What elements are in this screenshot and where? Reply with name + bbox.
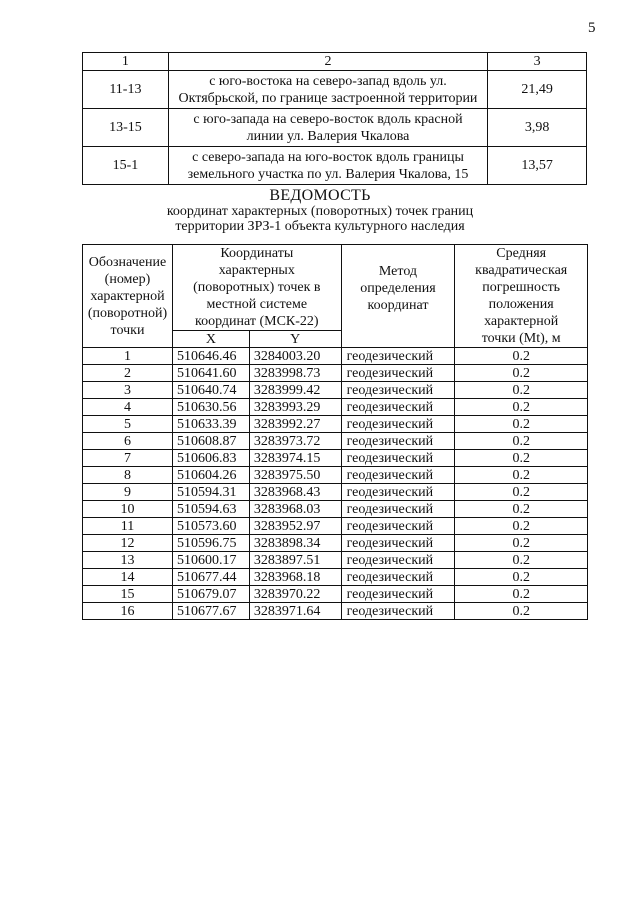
table-row — [83, 433, 588, 450]
method-value: геодезический — [341, 365, 455, 382]
segment-id: 11-13 — [83, 71, 169, 109]
method-value: геодезический — [341, 348, 455, 365]
table-row — [83, 518, 588, 535]
coord-y: 3283973.72 — [249, 433, 341, 450]
coord-x: 510630.56 — [172, 399, 249, 416]
accuracy-value: 0.2 — [455, 382, 588, 399]
accuracy-value: 0.2 — [455, 450, 588, 467]
coord-y: 3283975.50 — [249, 467, 341, 484]
point-number: 16 — [83, 603, 173, 620]
header-point-designation — [83, 245, 173, 348]
method-value: геодезический — [341, 399, 455, 416]
coord-y: 3283993.29 — [249, 399, 341, 416]
coord-y: 3283970.22 — [249, 586, 341, 603]
header-method — [341, 245, 455, 348]
description-line: с юго-востока на северо-запад вдоль ул. — [209, 73, 447, 89]
point-number: 12 — [83, 535, 173, 552]
method-value: геодезический — [341, 501, 455, 518]
table-header-row — [83, 53, 587, 71]
segment-length: 21,49 — [488, 71, 587, 109]
table-row — [83, 109, 587, 147]
method-value: геодезический — [341, 484, 455, 501]
description-line: линии ул. Валерия Чкалова — [246, 128, 410, 144]
description-line: с юго-запада на северо-восток вдоль красной — [193, 111, 463, 127]
segment-description — [168, 109, 487, 147]
header-line: Метод — [378, 264, 418, 279]
description-line: Октябрьской, по границе застроенной территории — [178, 90, 478, 106]
table-row — [83, 416, 588, 433]
method-value: геодезический — [341, 535, 455, 552]
point-number: 13 — [83, 552, 173, 569]
boundary-segments-table — [82, 52, 587, 185]
header-line: (номер) — [104, 271, 151, 287]
coord-y: 3283897.51 — [249, 552, 341, 569]
point-number: 4 — [83, 399, 173, 416]
coord-x: 510677.67 — [172, 603, 249, 620]
header-accuracy — [455, 245, 588, 348]
method-value: геодезический — [341, 518, 455, 535]
table-row — [83, 450, 588, 467]
method-value: геодезический — [341, 586, 455, 603]
header-line: местной системе — [206, 297, 308, 312]
header-line: точки (Mt), м — [481, 331, 561, 346]
header-x: X — [172, 331, 249, 348]
coord-y: 3283952.97 — [249, 518, 341, 535]
accuracy-value: 0.2 — [455, 433, 588, 450]
coord-x: 510677.44 — [172, 569, 249, 586]
header-line: характерных — [218, 263, 295, 278]
coord-x: 510600.17 — [172, 552, 249, 569]
point-number: 9 — [83, 484, 173, 501]
accuracy-value: 0.2 — [455, 586, 588, 603]
table-row — [83, 467, 588, 484]
point-number: 8 — [83, 467, 173, 484]
coord-x: 510633.39 — [172, 416, 249, 433]
coord-x: 510573.60 — [172, 518, 249, 535]
table-row — [83, 348, 588, 365]
point-number: 15 — [83, 586, 173, 603]
accuracy-value: 0.2 — [455, 569, 588, 586]
method-value: геодезический — [341, 569, 455, 586]
table-row — [83, 535, 588, 552]
point-number: 11 — [83, 518, 173, 535]
header-line: определения — [360, 281, 436, 296]
accuracy-value: 0.2 — [455, 552, 588, 569]
table-row — [83, 501, 588, 518]
accuracy-value: 0.2 — [455, 501, 588, 518]
header-line: Средняя — [496, 246, 547, 261]
segment-length: 3,98 — [488, 109, 587, 147]
point-number: 1 — [83, 348, 173, 365]
header-line: координат (МСК-22) — [194, 314, 319, 329]
point-number: 7 — [83, 450, 173, 467]
accuracy-value: 0.2 — [455, 603, 588, 620]
page-number: 5 — [588, 20, 596, 36]
coord-x: 510640.74 — [172, 382, 249, 399]
accuracy-value: 0.2 — [455, 484, 588, 501]
accuracy-value: 0.2 — [455, 535, 588, 552]
coord-y: 3283968.03 — [249, 501, 341, 518]
table-row — [83, 552, 588, 569]
header-y: Y — [249, 331, 341, 348]
header-line: (поворотных) точек в — [193, 280, 321, 295]
accuracy-value: 0.2 — [455, 518, 588, 535]
coord-y: 3283968.18 — [249, 569, 341, 586]
coord-x: 510646.46 — [172, 348, 249, 365]
method-value: геодезический — [341, 603, 455, 620]
table-row — [83, 71, 587, 109]
table-header-row — [83, 245, 588, 331]
method-value: геодезический — [341, 433, 455, 450]
table-row — [83, 586, 588, 603]
method-value: геодезический — [341, 467, 455, 484]
description-line: земельного участка по ул. Валерия Чкалова, 15 — [187, 166, 469, 182]
header-cell: 3 — [488, 53, 587, 71]
header-cell: 2 — [168, 53, 487, 71]
header-line: квадратическая — [475, 263, 568, 278]
segment-length: 13,57 — [488, 147, 587, 185]
coord-x: 510604.26 — [172, 467, 249, 484]
point-number: 2 — [83, 365, 173, 382]
header-line: точки — [110, 322, 145, 338]
coord-x: 510594.31 — [172, 484, 249, 501]
accuracy-value: 0.2 — [455, 416, 588, 433]
segment-id: 15-1 — [83, 147, 169, 185]
table-row — [83, 569, 588, 586]
coord-x: 510679.07 — [172, 586, 249, 603]
description-line: с северо-запада на юго-восток вдоль границы — [192, 149, 464, 165]
table-row — [83, 484, 588, 501]
document-title: ВЕДОМОСТЬ — [269, 187, 371, 204]
coord-y: 3283992.27 — [249, 416, 341, 433]
coord-y: 3283898.34 — [249, 535, 341, 552]
coord-y: 3283971.64 — [249, 603, 341, 620]
header-line: координат — [367, 298, 429, 313]
point-number: 14 — [83, 569, 173, 586]
subtitle-line: территории ЗРЗ-1 объекта культурного наследия — [175, 219, 465, 234]
coord-y: 3283998.73 — [249, 365, 341, 382]
point-number: 10 — [83, 501, 173, 518]
header-line: положения — [488, 297, 554, 312]
accuracy-value: 0.2 — [455, 365, 588, 382]
coord-x: 510608.87 — [172, 433, 249, 450]
header-line: Обозначение — [88, 254, 167, 270]
method-value: геодезический — [341, 382, 455, 399]
accuracy-value: 0.2 — [455, 467, 588, 484]
subtitle-line: координат характерных (поворотных) точек границ — [166, 204, 474, 219]
coord-x: 510594.63 — [172, 501, 249, 518]
point-number: 3 — [83, 382, 173, 399]
coord-y: 3283968.43 — [249, 484, 341, 501]
header-line: Координаты — [220, 246, 294, 261]
coordinates-table-body — [83, 348, 588, 620]
segment-description — [168, 147, 487, 185]
coord-x: 510596.75 — [172, 535, 249, 552]
table-row — [83, 603, 588, 620]
header-cell: 1 — [83, 53, 169, 71]
table-row — [83, 399, 588, 416]
header-line: характерной — [484, 314, 559, 329]
accuracy-value: 0.2 — [455, 399, 588, 416]
coord-y: 3283999.42 — [249, 382, 341, 399]
document-subtitle — [0, 204, 640, 234]
point-number: 5 — [83, 416, 173, 433]
method-value: геодезический — [341, 552, 455, 569]
header-coordinates — [172, 245, 341, 331]
coord-x: 510606.83 — [172, 450, 249, 467]
coord-x: 510641.60 — [172, 365, 249, 382]
point-number: 6 — [83, 433, 173, 450]
table-row — [83, 365, 588, 382]
accuracy-value: 0.2 — [455, 348, 588, 365]
header-line: характерной — [90, 288, 165, 304]
segment-id: 13-15 — [83, 109, 169, 147]
table-row — [83, 147, 587, 185]
method-value: геодезический — [341, 450, 455, 467]
coordinates-table — [82, 244, 588, 620]
coord-y: 3283974.15 — [249, 450, 341, 467]
table-row — [83, 382, 588, 399]
method-value: геодезический — [341, 416, 455, 433]
segment-description — [168, 71, 487, 109]
header-line: погрешность — [482, 280, 561, 295]
coord-y: 3284003.20 — [249, 348, 341, 365]
header-line: (поворотной) — [87, 305, 168, 321]
